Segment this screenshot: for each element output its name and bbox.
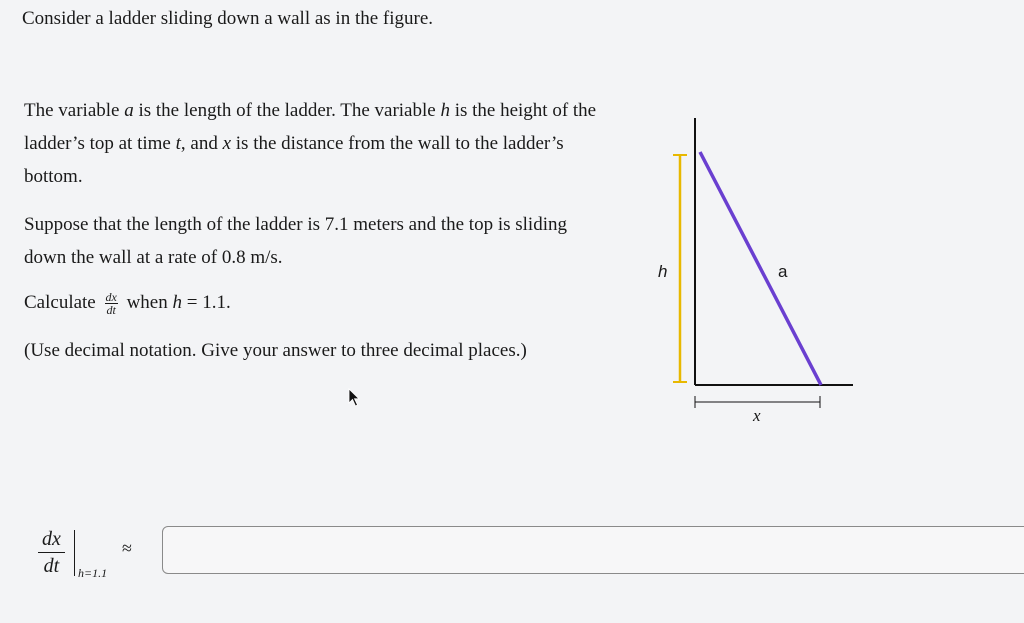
label-a: a bbox=[778, 262, 788, 281]
var-t: t bbox=[175, 133, 181, 154]
calculate-text: Calculate bbox=[24, 292, 101, 313]
answer-row bbox=[30, 520, 1024, 590]
mouse-pointer-icon bbox=[347, 388, 361, 408]
var-h: h bbox=[440, 100, 450, 121]
fraction-numerator: dx bbox=[105, 290, 117, 305]
ladder-figure bbox=[640, 110, 870, 435]
var-a: a bbox=[124, 100, 134, 121]
intro-text: Consider a ladder sliding down a wall as in the figure. bbox=[22, 8, 434, 29]
h-value-text: = 1.1. bbox=[181, 292, 231, 313]
evaluation-bar bbox=[74, 530, 75, 576]
ladder-diagram bbox=[640, 110, 870, 435]
answer-input[interactable] bbox=[162, 526, 1024, 574]
label-h: h bbox=[658, 262, 668, 281]
ladder-line bbox=[700, 152, 821, 385]
fraction-denominator: dt bbox=[106, 303, 116, 318]
answer-fraction-denominator: dt bbox=[43, 555, 60, 577]
approx-symbol: ≈ bbox=[122, 538, 132, 558]
problem-given-paragraph: Suppose that the length of the ladder is 7.1 meters and the top is sliding down the wall at a rate of 0.8 m/s. bbox=[24, 214, 567, 268]
p1-text-3: is the height of the ladder’s top at time bbox=[24, 100, 597, 154]
answer-fraction-numerator: dx bbox=[38, 526, 65, 553]
var-h-question: h bbox=[172, 292, 182, 313]
label-x: x bbox=[753, 406, 761, 425]
evaluation-subscript: h=1.1 bbox=[78, 566, 108, 580]
answer-derivative-fraction bbox=[38, 526, 65, 579]
problem-question-paragraph bbox=[24, 286, 604, 319]
problem-variables-paragraph bbox=[24, 94, 604, 193]
p1-text-2: is the length of the ladder. The variable bbox=[133, 100, 441, 121]
p1-text-4: , and bbox=[180, 133, 223, 154]
p1-text-1: The variable bbox=[24, 100, 125, 121]
dx-dt-fraction bbox=[105, 291, 118, 316]
instructions-paragraph: (Use decimal notation. Give your answer to three decimal places.) bbox=[24, 340, 527, 361]
when-text: when bbox=[121, 292, 173, 313]
p1-text-5: is the distance from the wall to the ladder’s bottom. bbox=[24, 133, 564, 187]
var-x: x bbox=[222, 133, 232, 154]
